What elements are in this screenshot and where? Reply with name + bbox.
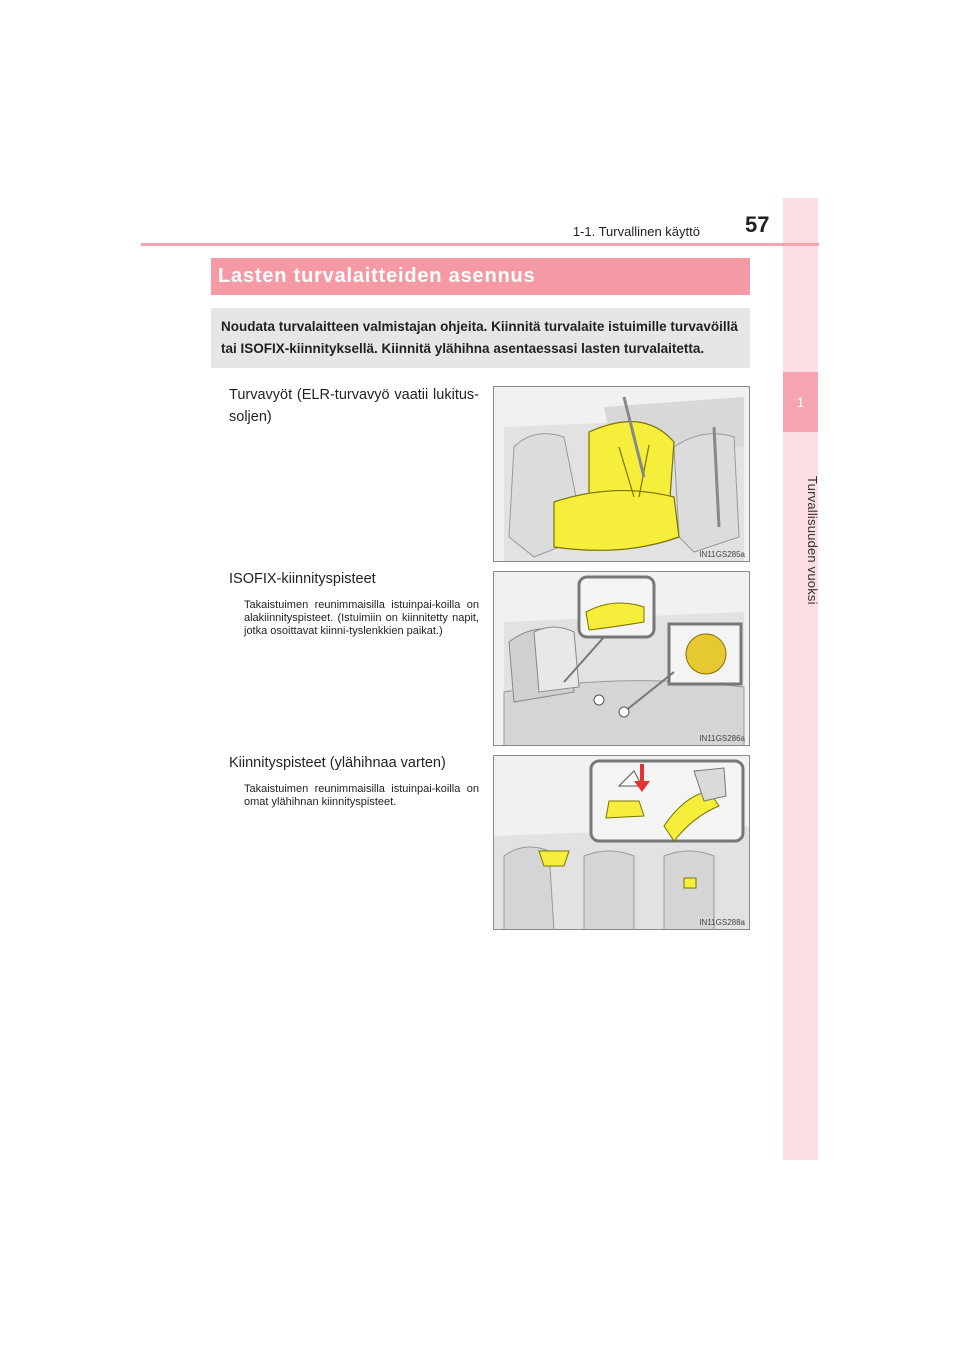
figure-tether-anchors — [493, 755, 750, 930]
item-title-seatbelt: Turvavyöt (ELR-turvavyö vaatii lukitus-soljen) — [229, 387, 479, 425]
isofix-illustration — [494, 572, 750, 746]
chapter-number: 1 — [783, 372, 818, 432]
item-desc-isofix: Takaistuimen reunimmaisilla istuinpai-koilla on alakiinnityspisteet. (Istuimiin on kiinnitetty napit, jotka osoittavat kiinni-tyslenkkien paikat.) — [244, 599, 479, 637]
item-desc-tether: Takaistuimen reunimmaisilla istuinpai-koilla on omat ylähihnan kiinnityspisteet. — [244, 783, 479, 808]
chapter-label: Turvallisuuden vuoksi — [805, 475, 820, 605]
section-title: 1-1. Turvallinen käyttö — [572, 224, 700, 239]
page-title: Lasten turvalaitteiden asennus — [211, 258, 750, 295]
figure-code: IN11GS286a — [699, 734, 745, 743]
side-tab — [783, 198, 818, 1160]
intro-text: Noudata turvalaitteen valmistajan ohjeita. Kiinnitä turvalaite istuimille turvavöillä tai ISOFIX-kiinnityksellä. Kiinnitä ylähihna asentaessasi lasten turvalaitetta. — [211, 308, 750, 368]
item-title-isofix: ISOFIX-kiinnityspisteet — [229, 571, 376, 587]
figure-code: IN11GS288a — [699, 918, 745, 927]
figure-seatbelt-childseat — [493, 386, 750, 562]
page-number: 57 — [745, 212, 770, 237]
header-rule — [141, 243, 819, 246]
figure-code: IN11GS285a — [699, 550, 745, 559]
figure-isofix — [493, 571, 750, 746]
tether-illustration — [494, 756, 750, 930]
item-title-tether: Kiinnityspisteet (ylähihnaa varten) — [229, 755, 446, 771]
childseat-illustration — [494, 387, 750, 562]
